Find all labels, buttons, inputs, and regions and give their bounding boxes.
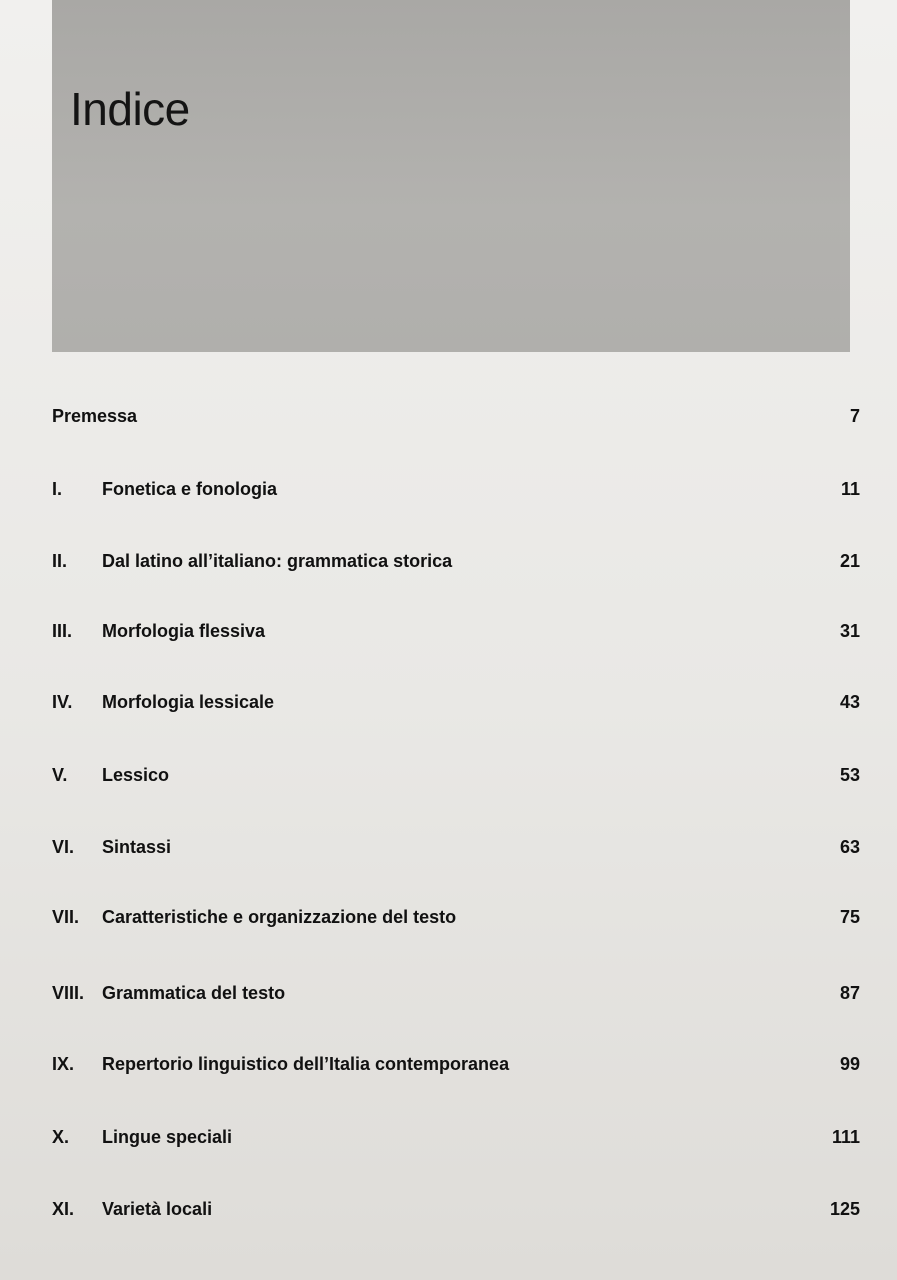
page-title: Indice [70,83,190,135]
toc-entry-5 [52,765,860,795]
toc-entry-2 [52,551,860,581]
toc-entry-number: IV. [52,692,73,712]
toc-entry-page: 7 [849,406,860,426]
toc-entry-number: VII. [52,907,80,927]
toc-entry-label: Grammatica del testo [102,983,286,1003]
toc-entry-number: VIII. [52,983,85,1003]
toc-entry-label: Premessa [52,406,138,426]
toc-entry-label: Sintassi [102,837,172,857]
toc-entry-label: Morfologia lessicale [102,692,275,712]
toc-entry-10 [52,1127,860,1157]
toc-entry-label: Caratteristiche e organizzazione del testo [102,907,457,927]
toc-entry-label: Lingue speciali [102,1127,233,1147]
toc-entry-number: III. [52,621,73,641]
toc-entry-1 [52,479,860,509]
toc-entry-page: 87 [839,983,860,1003]
table-of-contents [52,0,862,1280]
toc-entry-number: XI. [52,1199,75,1219]
toc-entry-label: Repertorio linguistico dell’Italia contemporanea [102,1054,510,1074]
toc-entry-label: Dal latino all’italiano: grammatica storica [102,551,453,571]
toc-entry-page: 31 [839,621,860,641]
toc-entry-number: II. [52,551,68,571]
toc-entry-page: 111 [831,1127,860,1147]
toc-entry-7 [52,907,860,937]
toc-entry-page: 63 [839,837,860,857]
toc-entry-number: X. [52,1127,70,1147]
toc-entry-label: Varietà locali [102,1199,213,1219]
toc-entry-number: V. [52,765,68,785]
toc-entry-6 [52,837,860,867]
toc-entry-8 [52,983,860,1013]
toc-entry-page: 43 [839,692,860,712]
toc-entry-9 [52,1054,860,1084]
toc-entry-4 [52,692,860,722]
toc-entry-label: Morfologia flessiva [102,621,266,641]
toc-entry-page: 75 [839,907,860,927]
toc-entry-page: 53 [839,765,860,785]
toc-entry-page: 125 [829,1199,860,1219]
toc-entry-page: 21 [839,551,860,571]
toc-entry-page: 99 [839,1054,860,1074]
toc-entry-number: VI. [52,837,75,857]
toc-entry-label: Fonetica e fonologia [102,479,278,499]
toc-entry-3 [52,621,860,651]
toc-entry-label: Lessico [102,765,170,785]
toc-entry-number: I. [52,479,63,499]
toc-entry-11 [52,1199,860,1229]
toc-entry-premessa [52,406,860,436]
toc-entry-number: IX. [52,1054,75,1074]
toc-entry-page: 11 [840,479,860,499]
